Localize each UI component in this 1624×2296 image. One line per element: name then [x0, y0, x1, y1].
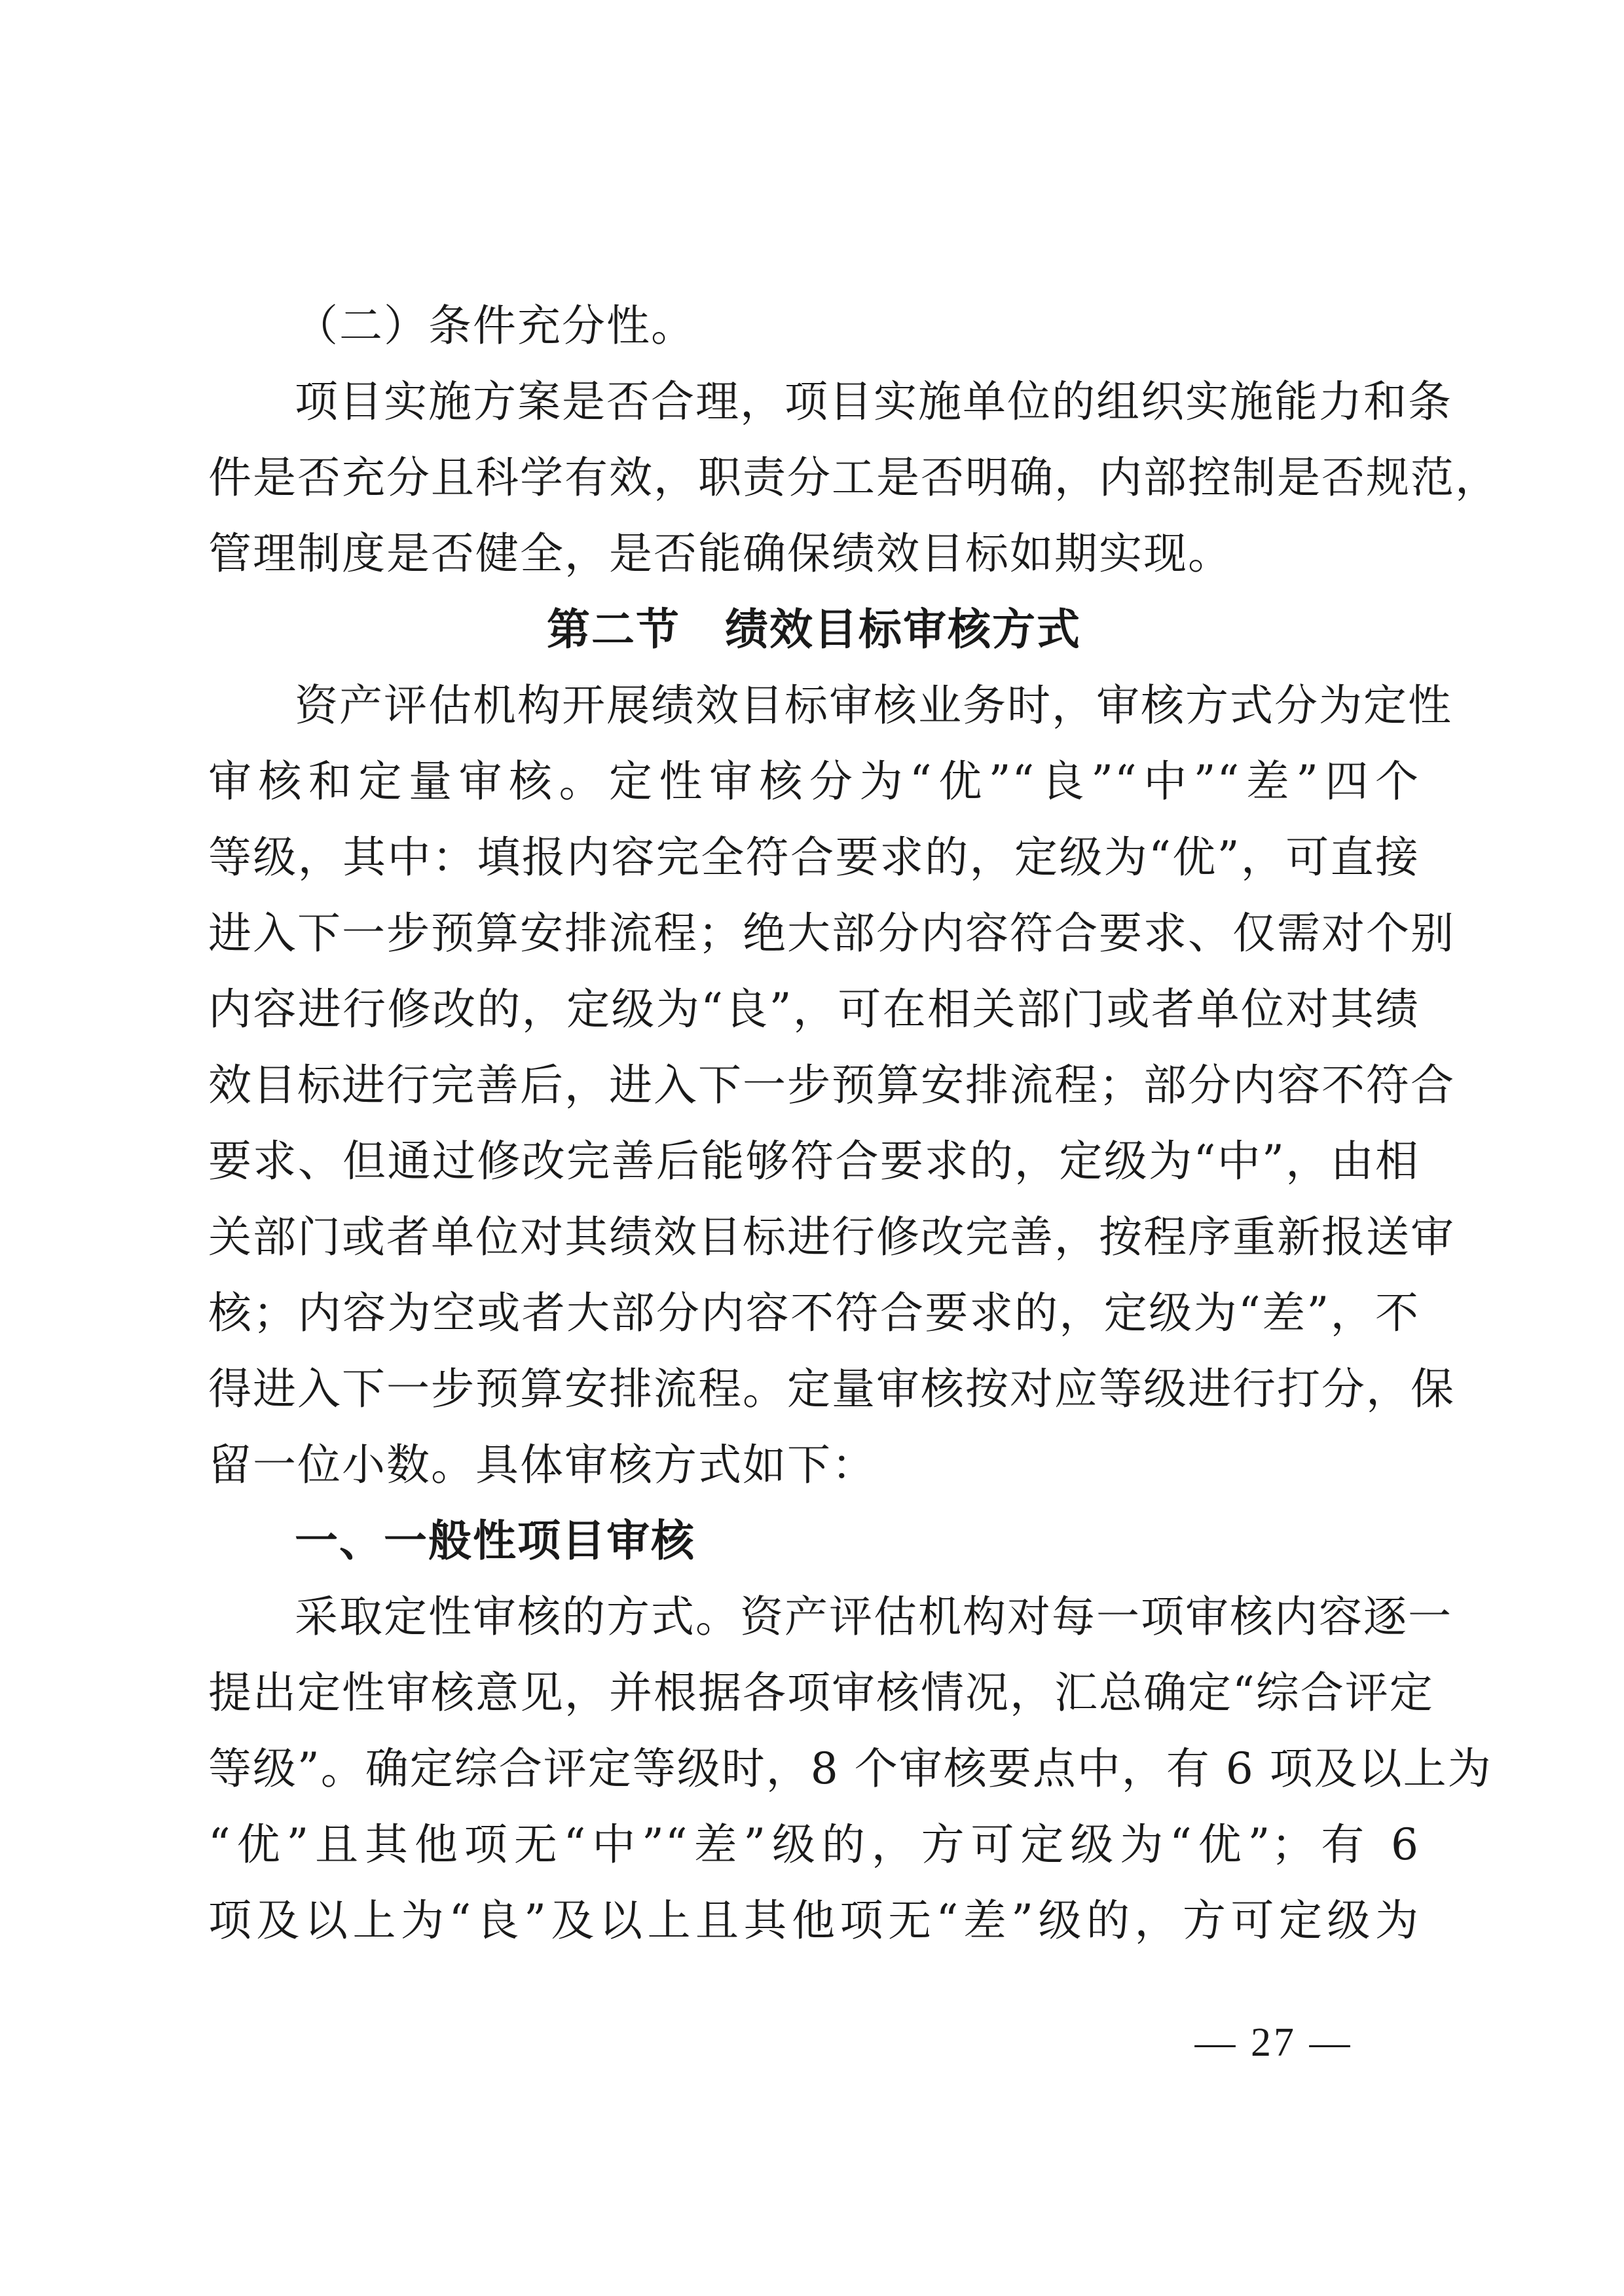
paragraph-line: 关部门或者单位对其绩效目标进行修改完善，按程序重新报送审 — [208, 1212, 1455, 1262]
paragraph-line: 得进入下一步预算安排流程。定量审核按对应等级进行打分，保 — [208, 1364, 1455, 1414]
paragraph-line: 进入下一步预算安排流程；绝大部分内容符合要求、仅需对个别 — [208, 908, 1455, 958]
paragraph-line: 管理制度是否健全，是否能确保绩效目标如期实现。 — [208, 528, 1232, 579]
paragraph-line: 提出定性审核意见，并根据各项审核情况，汇总确定“综合评定 — [208, 1667, 1434, 1718]
paragraph-line: 项及以上为“良”及以上且其他项无“差”级的，方可定级为 — [208, 1895, 1420, 1946]
subheading: 一、一般性项目审核 — [295, 1516, 695, 1566]
paragraph-line: 要求、但通过修改完善后能够符合要求的，定级为“中”，由相 — [208, 1136, 1420, 1186]
paragraph-line: “优”且其他项无“中”“差”级的，方可定级为“优”；有 6 — [208, 1819, 1420, 1870]
paragraph-line: 等级，其中：填报内容完全符合要求的，定级为“优”，可直接 — [208, 832, 1420, 883]
paragraph-line: 核；内容为空或者大部分内容不符合要求的，定级为“差”，不 — [208, 1288, 1420, 1338]
page-number: — 27 — — [1194, 2020, 1353, 2065]
section-heading: 第二节 绩效目标审核方式 — [547, 604, 1081, 655]
paragraph-line: 效目标进行完善后，进入下一步预算安排流程；部分内容不符合 — [208, 1060, 1455, 1110]
paragraph-line: 采取定性审核的方式。资产评估机构对每一项审核内容逐一 — [295, 1592, 1452, 1642]
paragraph-line: 资产评估机构开展绩效目标审核业务时，审核方式分为定性 — [295, 680, 1452, 731]
paragraph-line: 项目实施方案是否合理，项目实施单位的组织实施能力和条 — [295, 376, 1452, 427]
paragraph-line: 内容进行修改的，定级为“良”，可在相关部门或者单位对其绩 — [208, 984, 1420, 1034]
paragraph-line: 等级”。确定综合评定等级时，8 个审核要点中，有 6 项及以上为 — [208, 1743, 1492, 1794]
paragraph-line: 留一位小数。具体审核方式如下： — [208, 1440, 876, 1490]
paragraph-line: 件是否充分且科学有效，职责分工是否明确，内部控制是否规范， — [208, 452, 1500, 503]
page-content — [208, 288, 1500, 1959]
paragraph-line: 审核和定量审核。定性审核分为“优”“良”“中”“差”四个 — [208, 756, 1420, 807]
subsection-title: （二）条件充分性。 — [295, 301, 695, 351]
